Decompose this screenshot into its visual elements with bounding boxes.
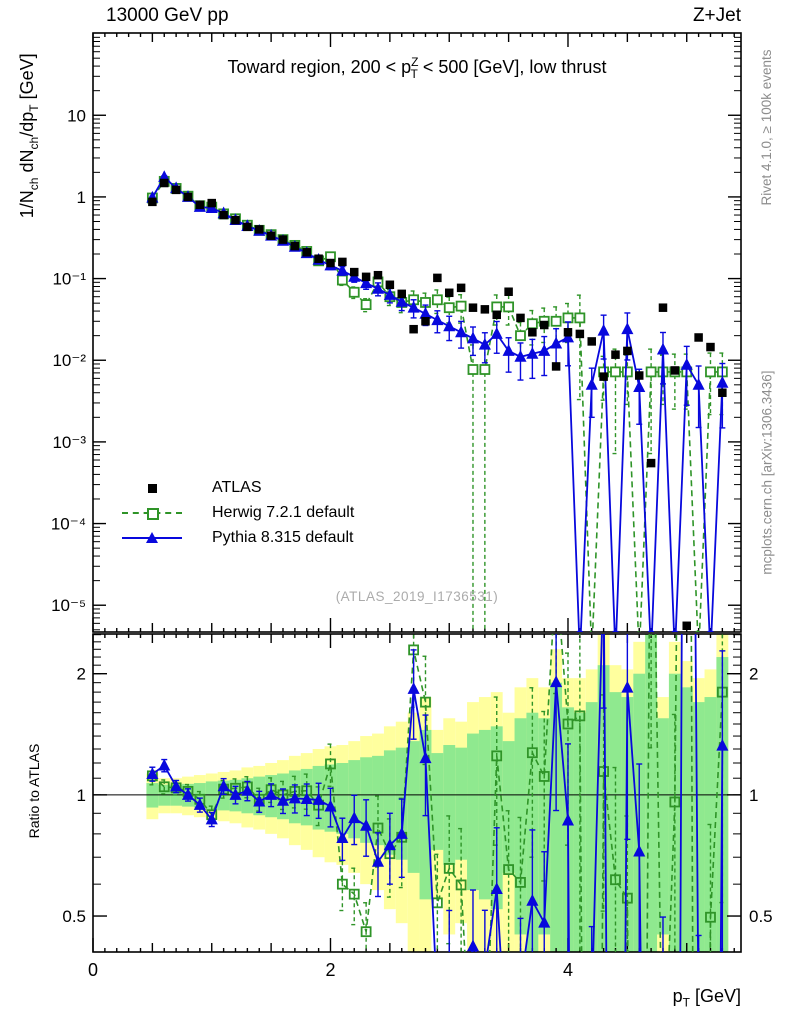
svg-text:0: 0	[87, 960, 99, 980]
process-label: Z+Jet	[692, 5, 741, 26]
svg-text:1: 1	[76, 187, 86, 207]
legend-label: Herwig 7.2.1 default	[212, 504, 355, 521]
svg-text:10⁻²: 10⁻²	[52, 351, 86, 371]
svg-text:1: 1	[749, 785, 759, 805]
svg-text:10⁻⁵: 10⁻⁵	[51, 596, 86, 616]
svg-text:4: 4	[562, 960, 573, 980]
svg-text:10⁻¹: 10⁻¹	[52, 269, 86, 289]
svg-text:1: 1	[76, 785, 86, 805]
legend-label: Pythia 8.315 default	[212, 529, 354, 546]
analysis-id-watermark: (ATLAS_2019_I1736531)	[335, 589, 499, 604]
svg-text:10⁻³: 10⁻³	[52, 432, 86, 452]
y-axis-label-ratio-panel: Ratio to ATLAS	[26, 743, 42, 839]
atlas-marker-icon	[120, 484, 184, 493]
rivet-version-note: Rivet 4.1.0, ≥ 100k events	[759, 49, 774, 206]
svg-text:0.5: 0.5	[62, 907, 86, 927]
legend	[120, 476, 400, 556]
svg-text:10: 10	[67, 106, 86, 126]
svg-text:2: 2	[76, 664, 86, 684]
herwig-marker-icon	[120, 512, 184, 514]
beam-energy-label: 13000 GeV pp	[106, 5, 229, 26]
svg-text:10⁻⁴: 10⁻⁴	[50, 514, 86, 534]
mcplots-arxiv-note: mcplots.cern.ch [arXiv:1306.3436]	[759, 370, 775, 575]
svg-text:2: 2	[325, 960, 336, 980]
x-axis-label: $p_T$ [GeV]	[672, 986, 741, 1010]
legend-label: ATLAS	[212, 479, 262, 496]
svg-text:0.5: 0.5	[749, 907, 773, 927]
svg-text:2: 2	[749, 664, 759, 684]
pythia-marker-icon	[120, 537, 184, 539]
y-axis-label-top-panel: $1/N_{ch}$ $dN_{ch}/dp_T$ [GeV]	[17, 53, 41, 219]
panel-title: Toward region, $200 < p^Z_T < 500$ [GeV], low thrust	[227, 55, 607, 81]
